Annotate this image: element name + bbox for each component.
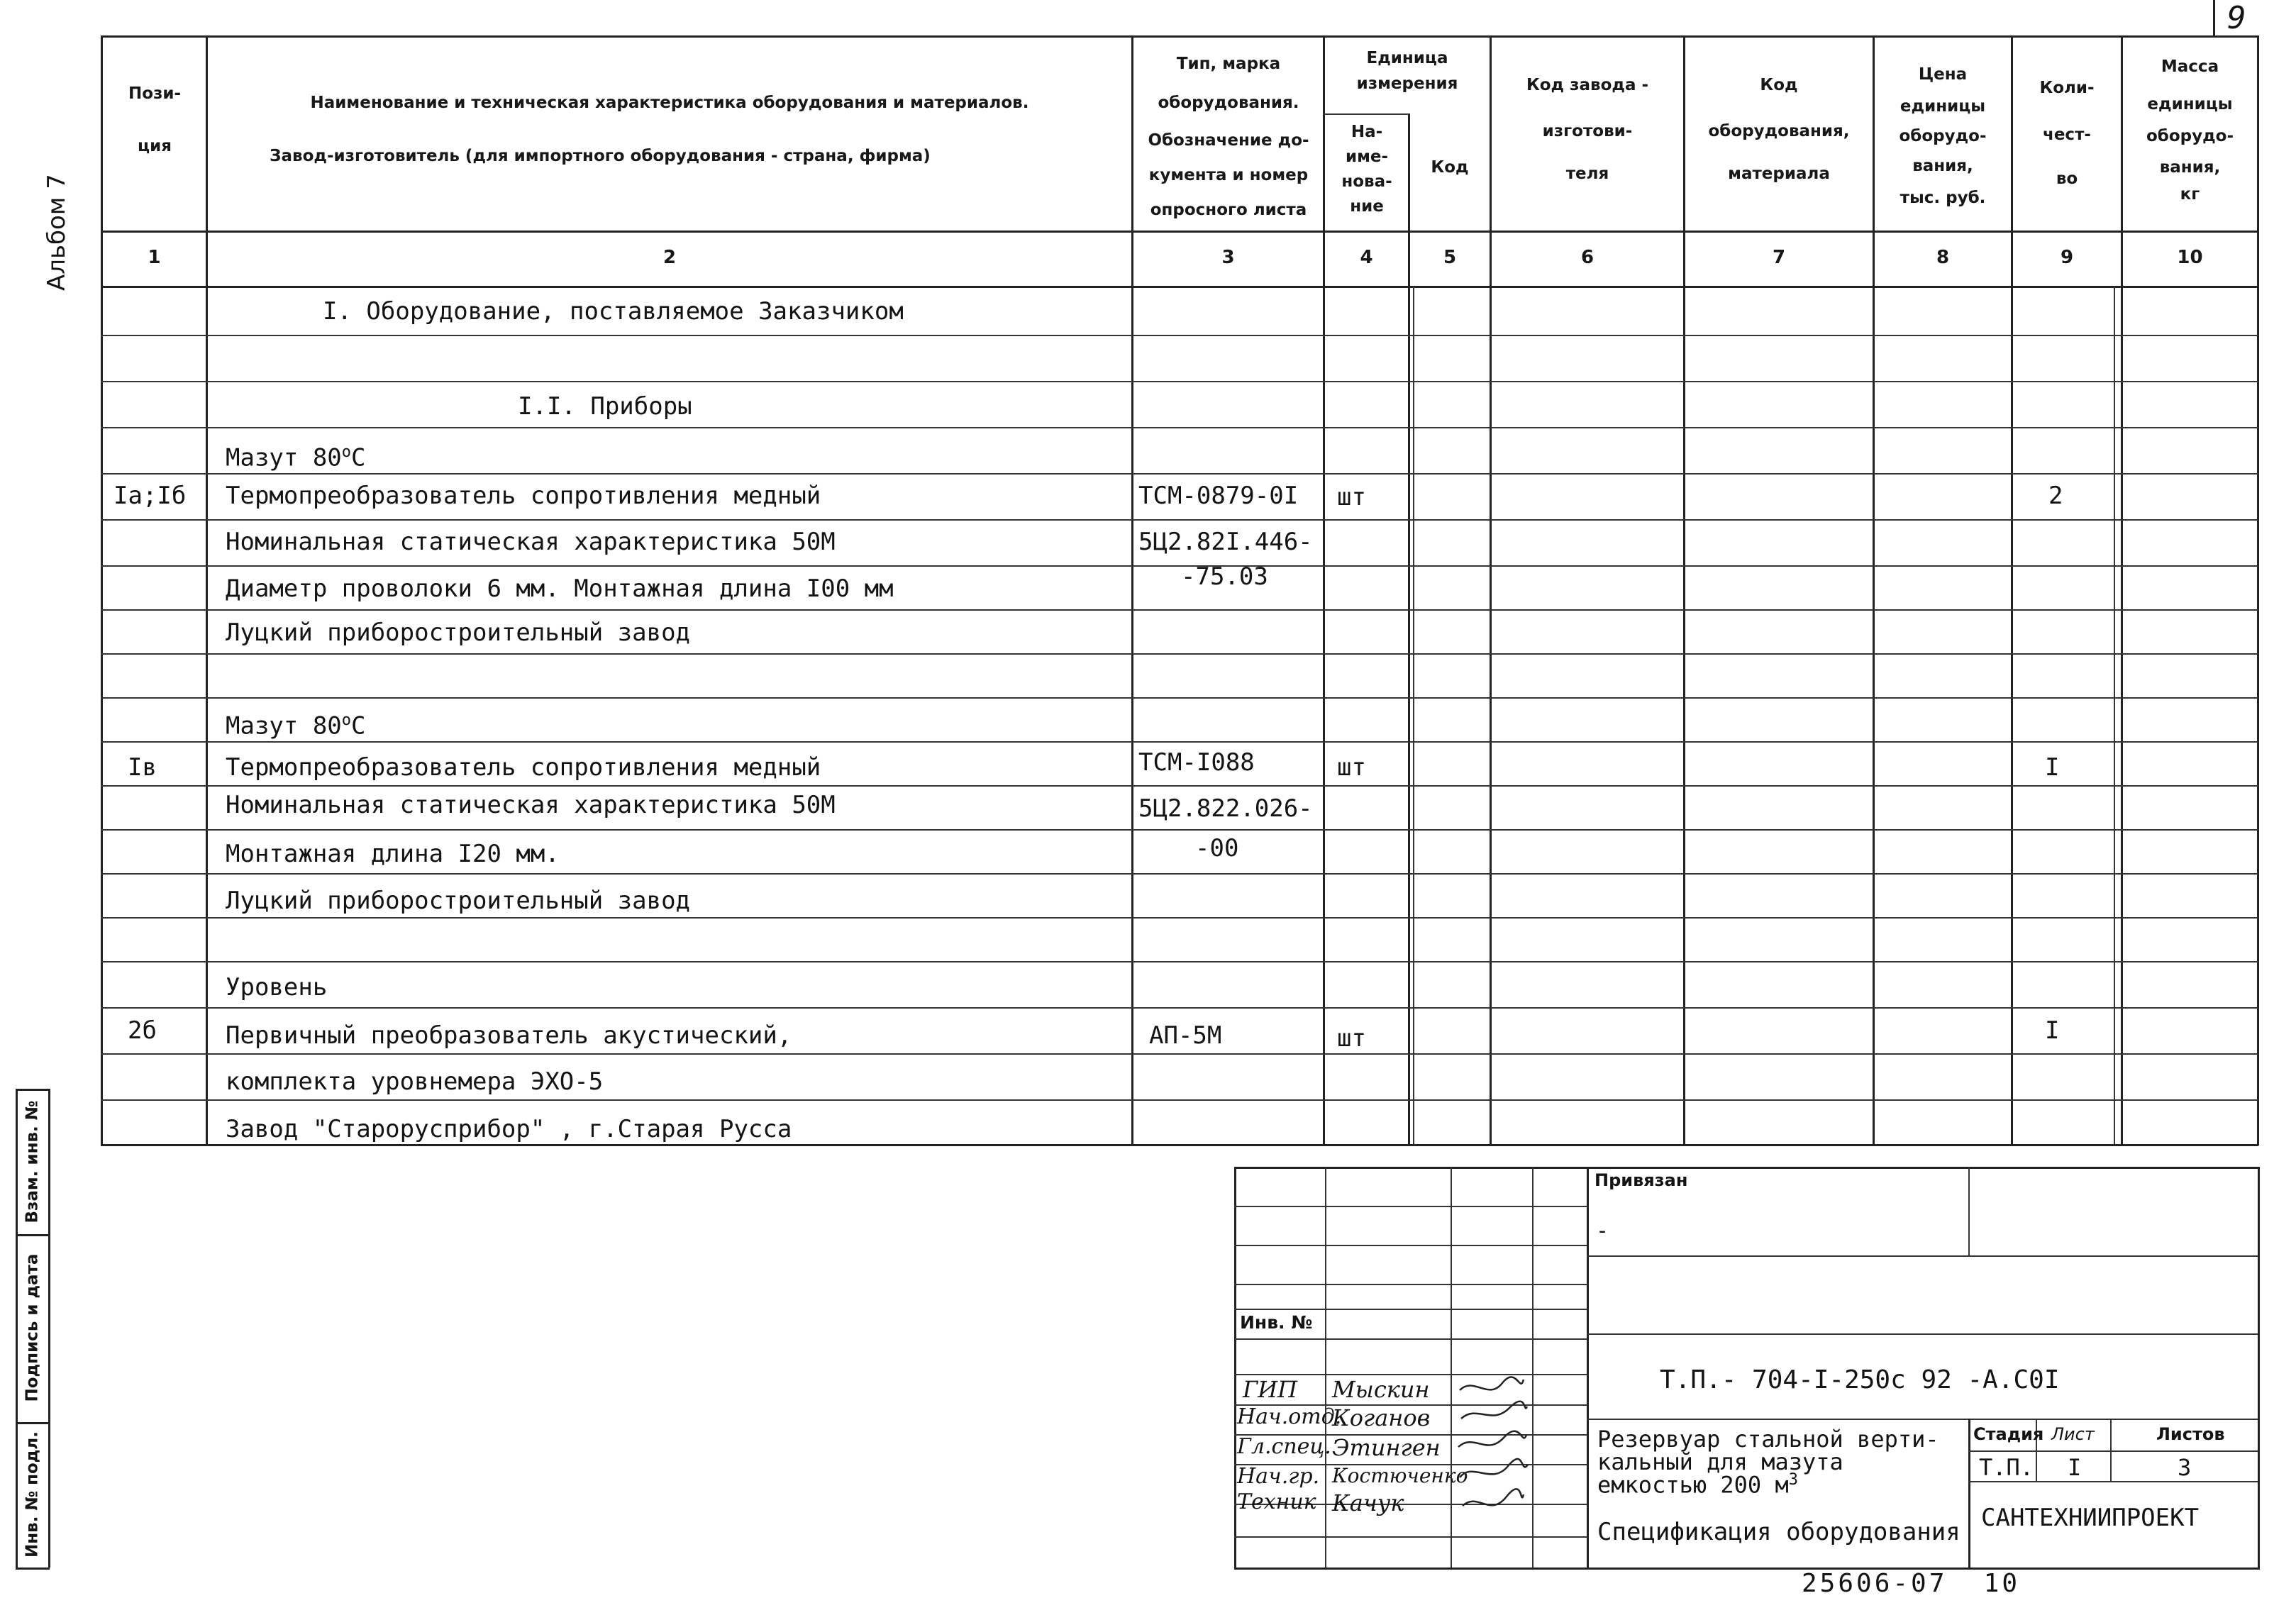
row-name: Завод "Старорусприбор" , г.Старая Русса [226, 1115, 792, 1143]
signer-name: Коганов [1332, 1404, 1431, 1431]
inventory-number-label: Инв. № [1240, 1312, 1313, 1333]
header-mass-line5: кг [2180, 185, 2200, 204]
row-name: Монтажная длина I20 мм. [226, 840, 560, 868]
header-name-line1: Наименование и техническая характеристика оборудования и материалов. [310, 94, 1029, 112]
header-price-line1: Цена [1918, 65, 1968, 84]
col-number-3: 3 [1221, 247, 1235, 268]
signer-name: Качук [1332, 1489, 1404, 1516]
row-unit: шт [1337, 1024, 1366, 1053]
header-unitn-line4: ние [1350, 197, 1384, 216]
row-type: ТСМ-I088 [1138, 748, 1255, 777]
header-mass-line4: вания, [2159, 158, 2221, 177]
organization-name: САНТЕХНИИПРОЕКТ [1981, 1504, 2200, 1532]
col-number-9: 9 [2060, 247, 2074, 268]
row-type: АП-5М [1149, 1021, 1222, 1050]
col-number-10: 10 [2177, 247, 2203, 268]
header-price-line3: оборудо- [1899, 127, 1987, 145]
header-qty-line1: Коли- [2039, 79, 2095, 97]
header-qty-line3: во [2056, 170, 2078, 188]
signer-role: Техник [1237, 1489, 1316, 1514]
sheets-label: Листов [2156, 1424, 2225, 1444]
header-mfr-line3: теля [1565, 165, 1609, 183]
sheets-value: 3 [2178, 1454, 2192, 1481]
signer-name: Мыскин [1332, 1376, 1430, 1403]
row-name: Термопреобразователь сопротивления медный [226, 753, 821, 782]
col-number-7: 7 [1772, 247, 1786, 268]
header-price-line4: вания, [1912, 157, 1973, 175]
header-mfr-line1: Код завода - [1526, 76, 1649, 94]
header-name-line2: Завод-изготовитель (для импортного оборудования - страна, фирма) [270, 147, 931, 165]
col-number-4: 4 [1360, 247, 1373, 268]
col-number-2: 2 [662, 247, 677, 268]
attached-label: Привязан [1595, 1170, 1688, 1190]
row-name: Номинальная статическая характеристика 50М [226, 791, 836, 819]
subsection-heading: I.I. Приборы [518, 392, 692, 421]
signer-role: Нач.отд. [1237, 1404, 1342, 1429]
signer-name: Костюченко [1332, 1464, 1468, 1487]
row-type: 5Ц2.822.026- [1138, 794, 1313, 823]
row-name: Уровень [226, 973, 328, 1001]
section-heading: I. Оборудование, поставляемое Заказчиком [323, 297, 904, 326]
row-position: Iв [128, 753, 157, 782]
header-eq-line3: материала [1728, 165, 1830, 183]
row-name: Луцкий приборостроительный завод [226, 887, 691, 915]
row-type: -00 [1195, 834, 1239, 862]
header-mass-line2: единицы [2147, 95, 2233, 113]
header-unitn-line3: нова- [1341, 172, 1392, 191]
header-eq-line2: оборудования, [1708, 122, 1850, 140]
header-type-line4: кумента и номер [1148, 166, 1309, 184]
row-name: Термопреобразователь сопротивления медный [226, 482, 821, 510]
row-position: 2б [128, 1016, 157, 1045]
header-type-line2: оборудования. [1158, 94, 1299, 112]
header-unitn-line2: име- [1345, 148, 1389, 166]
row-unit: шт [1337, 483, 1366, 511]
row-qty: 2 [2048, 482, 2063, 510]
attached-dash: - [1596, 1219, 1609, 1243]
row-name: Мазут 80$^o$C [226, 711, 366, 740]
object-line1: Резервуар стальной верти- [1597, 1426, 1939, 1453]
header-pos-line2: ция [138, 137, 172, 155]
row-name: Номинальная статическая характеристика 50М [226, 528, 836, 556]
sign-date-label: Подпись и дата [23, 1253, 42, 1402]
row-name: Диаметр проволоки 6 мм. Монтажная длина I00 мм [226, 575, 894, 603]
row-qty: I [2045, 753, 2060, 782]
header-unit-line1: Единица [1366, 49, 1448, 67]
row-type: 5Ц2.82I.446- [1138, 528, 1313, 556]
document-name: Спецификация оборудования [1597, 1518, 1961, 1546]
row-type: ТСМ-0879-0I [1138, 482, 1299, 510]
document-code: Т.П.- 704-I-250с 92 -А.С0I [1660, 1365, 2060, 1394]
row-unit: шт [1337, 753, 1366, 782]
header-price-line2: единицы [1900, 97, 1986, 116]
sheet-label: Лист [2051, 1424, 2095, 1444]
row-name: Первичный преобразователь акустический, [226, 1021, 792, 1050]
signer-role: ГИП [1243, 1376, 1297, 1403]
row-name: Мазут 80$^o$C [226, 443, 366, 472]
col-number-6: 6 [1580, 247, 1595, 268]
header-mass-line3: оборудо- [2146, 127, 2234, 145]
replaces-inv-label: Взам. инв. № [23, 1100, 42, 1224]
header-eq-line1: Код [1760, 76, 1798, 94]
header-mfr-line2: изготови- [1542, 122, 1633, 140]
signer-name: Этинген [1332, 1434, 1441, 1461]
row-position: Iа;Iб [113, 482, 187, 510]
header-unitn-line1: На- [1351, 123, 1383, 141]
sheet-value: I [2068, 1454, 2082, 1481]
object-line3: емкостью 200 $м^3$ [1597, 1471, 1798, 1499]
footer-number: 25606-07 10 [1802, 1569, 2021, 1598]
header-qty-line2: чест- [2043, 126, 2091, 144]
header-type-line5: опросного листа [1150, 201, 1307, 219]
object-line2: кальный для мазута [1597, 1448, 1843, 1475]
row-type: -75.03 [1181, 562, 1268, 591]
row-name: Луцкий приборостроительный завод [226, 618, 691, 647]
signatures-graphic [1453, 1372, 1532, 1536]
header-unit-code: Код [1431, 158, 1469, 177]
stage-label: Стадия [1973, 1424, 2044, 1444]
header-type-line3: Обозначение до- [1148, 131, 1309, 150]
row-qty: I [2045, 1016, 2060, 1045]
header-pos-line1: Пози- [128, 84, 182, 103]
stage-value: Т.П. [1979, 1454, 2034, 1481]
row-name: комплекта уровнемера ЭХО-5 [226, 1067, 604, 1096]
signer-role: Нач.гр. [1237, 1464, 1320, 1489]
col-number-5: 5 [1443, 247, 1457, 268]
header-price-line5: тыс. руб. [1900, 189, 1986, 207]
signer-role: Гл.спец. [1237, 1434, 1331, 1459]
col-number-8: 8 [1936, 247, 1950, 268]
header-type-line1: Тип, марка [1176, 55, 1281, 73]
original-inv-label: Инв. № подл. [23, 1431, 42, 1558]
col-number-1: 1 [148, 247, 161, 268]
album-label: Альбом 7 [43, 174, 71, 291]
sheet-corner-number: 9 [2227, 0, 2246, 36]
header-unit-line2: измерения [1356, 74, 1458, 93]
header-mass-line1: Масса [2161, 57, 2219, 76]
